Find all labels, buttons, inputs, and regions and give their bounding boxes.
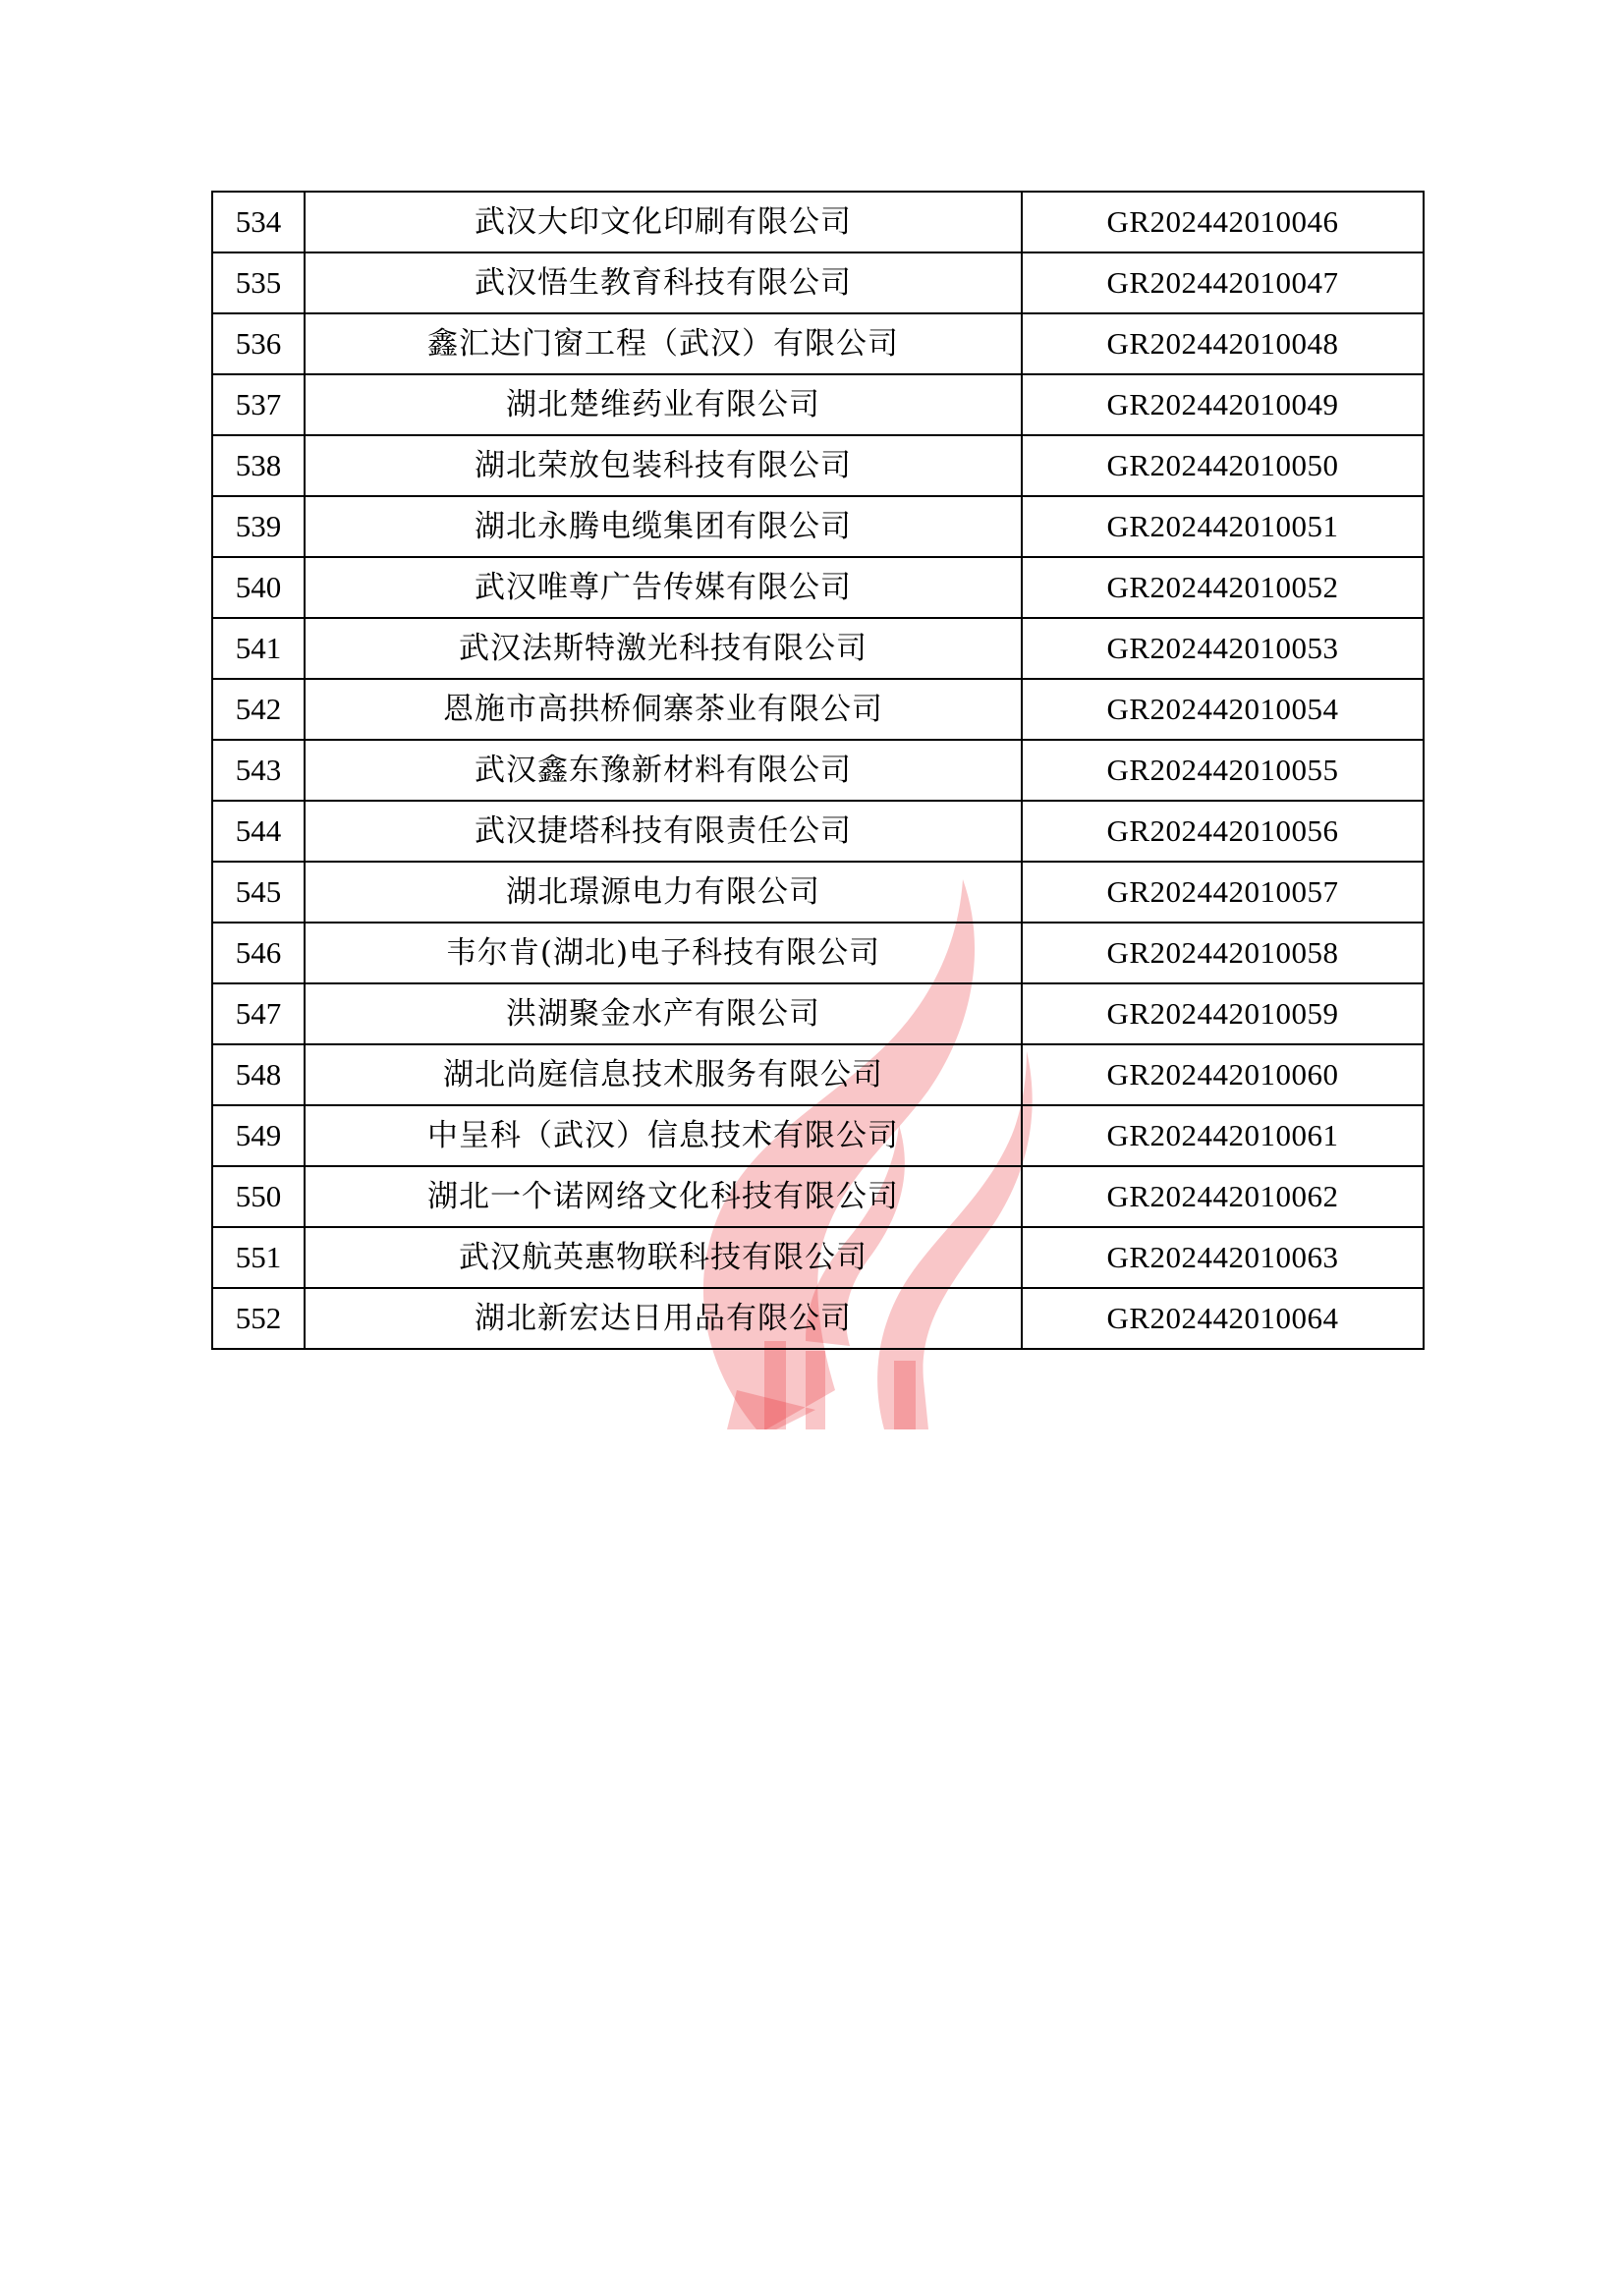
table-row — [212, 1044, 1424, 1105]
certificate-code-cell: GR202442010059 — [1022, 983, 1424, 1044]
row-number-cell: 547 — [212, 983, 305, 1044]
table-row — [212, 557, 1424, 618]
company-name-cell: 湖北楚维药业有限公司 — [305, 374, 1022, 435]
table-row — [212, 862, 1424, 923]
certificate-code-cell: GR202442010055 — [1022, 740, 1424, 801]
table-row — [212, 740, 1424, 801]
table-row — [212, 252, 1424, 313]
company-name-cell: 湖北尚庭信息技术服务有限公司 — [305, 1044, 1022, 1105]
row-number-cell: 546 — [212, 923, 305, 983]
row-number-cell: 536 — [212, 313, 305, 374]
table-body — [212, 192, 1424, 1349]
certificate-code-cell: GR202442010048 — [1022, 313, 1424, 374]
company-name-cell: 武汉航英惠物联科技有限公司 — [305, 1227, 1022, 1288]
certificate-code-cell: GR202442010051 — [1022, 496, 1424, 557]
company-name-cell: 武汉悟生教育科技有限公司 — [305, 252, 1022, 313]
certificate-code-cell: GR202442010061 — [1022, 1105, 1424, 1166]
certificate-code-cell: GR202442010047 — [1022, 252, 1424, 313]
company-name-cell: 湖北永腾电缆集团有限公司 — [305, 496, 1022, 557]
company-name-cell: 湖北荣放包装科技有限公司 — [305, 435, 1022, 496]
company-name-cell: 武汉法斯特激光科技有限公司 — [305, 618, 1022, 679]
table-row — [212, 435, 1424, 496]
table-row — [212, 801, 1424, 862]
certificate-code-cell: GR202442010053 — [1022, 618, 1424, 679]
certificate-code-cell: GR202442010062 — [1022, 1166, 1424, 1227]
certificate-code-cell: GR202442010064 — [1022, 1288, 1424, 1349]
certificate-code-cell: GR202442010058 — [1022, 923, 1424, 983]
certificate-code-cell: GR202442010050 — [1022, 435, 1424, 496]
row-number-cell: 544 — [212, 801, 305, 862]
company-name-cell: 湖北一个诺网络文化科技有限公司 — [305, 1166, 1022, 1227]
company-name-cell: 湖北璟源电力有限公司 — [305, 862, 1022, 923]
row-number-cell: 548 — [212, 1044, 305, 1105]
table-row — [212, 983, 1424, 1044]
row-number-cell: 549 — [212, 1105, 305, 1166]
certificate-code-cell: GR202442010052 — [1022, 557, 1424, 618]
company-name-cell: 武汉唯尊广告传媒有限公司 — [305, 557, 1022, 618]
certificate-table — [211, 191, 1425, 1350]
company-name-cell: 武汉捷塔科技有限责任公司 — [305, 801, 1022, 862]
certificate-code-cell: GR202442010060 — [1022, 1044, 1424, 1105]
company-name-cell: 洪湖聚金水产有限公司 — [305, 983, 1022, 1044]
certificate-code-cell: GR202442010054 — [1022, 679, 1424, 740]
company-name-cell: 中呈科（武汉）信息技术有限公司 — [305, 1105, 1022, 1166]
company-name-cell: 鑫汇达门窗工程（武汉）有限公司 — [305, 313, 1022, 374]
table-row — [212, 1166, 1424, 1227]
row-number-cell: 543 — [212, 740, 305, 801]
row-number-cell: 552 — [212, 1288, 305, 1349]
row-number-cell: 550 — [212, 1166, 305, 1227]
certificate-code-cell: GR202442010057 — [1022, 862, 1424, 923]
certificate-code-cell: GR202442010046 — [1022, 192, 1424, 252]
row-number-cell: 540 — [212, 557, 305, 618]
company-name-cell: 湖北新宏达日用品有限公司 — [305, 1288, 1022, 1349]
table-row — [212, 192, 1424, 252]
table-row — [212, 496, 1424, 557]
row-number-cell: 534 — [212, 192, 305, 252]
table-row — [212, 679, 1424, 740]
table-row — [212, 1288, 1424, 1349]
company-name-cell: 恩施市高拱桥侗寨茶业有限公司 — [305, 679, 1022, 740]
certificate-code-cell: GR202442010063 — [1022, 1227, 1424, 1288]
company-name-cell: 韦尔肯(湖北)电子科技有限公司 — [305, 923, 1022, 983]
row-number-cell: 551 — [212, 1227, 305, 1288]
company-name-cell: 武汉鑫东豫新材料有限公司 — [305, 740, 1022, 801]
table-row — [212, 374, 1424, 435]
row-number-cell: 535 — [212, 252, 305, 313]
table-row — [212, 313, 1424, 374]
company-name-cell: 武汉大印文化印刷有限公司 — [305, 192, 1022, 252]
row-number-cell: 545 — [212, 862, 305, 923]
row-number-cell: 539 — [212, 496, 305, 557]
table-row — [212, 1227, 1424, 1288]
table-row — [212, 923, 1424, 983]
row-number-cell: 537 — [212, 374, 305, 435]
row-number-cell: 541 — [212, 618, 305, 679]
certificate-code-cell: GR202442010056 — [1022, 801, 1424, 862]
table-row — [212, 618, 1424, 679]
row-number-cell: 538 — [212, 435, 305, 496]
certificate-code-cell: GR202442010049 — [1022, 374, 1424, 435]
table-row — [212, 1105, 1424, 1166]
row-number-cell: 542 — [212, 679, 305, 740]
